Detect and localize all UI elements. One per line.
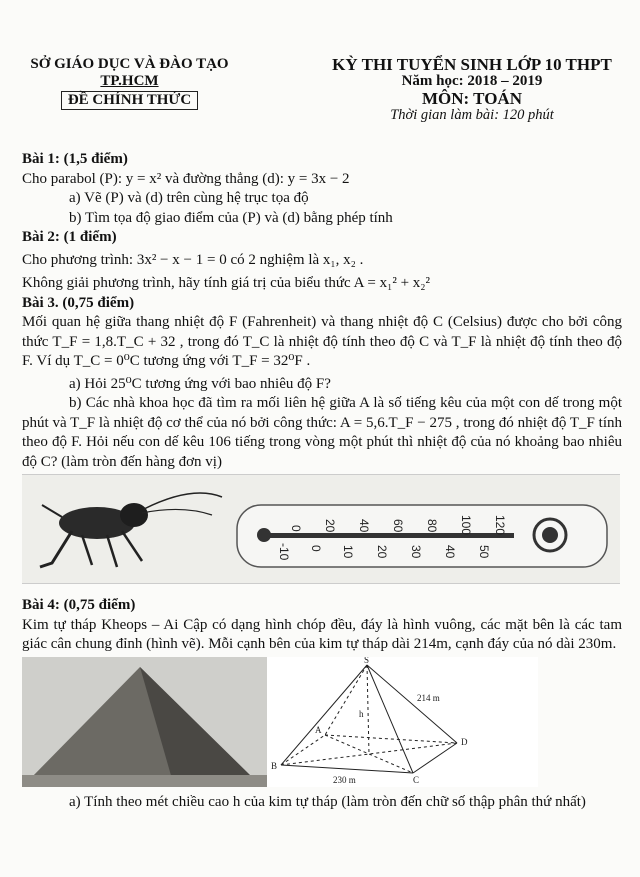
problem-4-title: Bài 4: (0,75 điểm) [22,597,136,613]
city-name: TP.HCM [100,73,159,89]
official-exam-badge: ĐỀ CHÍNH THỨC [61,91,198,110]
pyramid-figure [22,657,538,787]
subject: MÔN: TOÁN [422,89,522,108]
apex-label: S [364,656,370,665]
problem-2-text-1: Cho phương trình: 3x² − x − 1 = 0 có 2 nghiệm là x₁, x₂ . [22,251,364,268]
height-label: h [359,708,364,719]
pyramid-photo [22,657,267,787]
cricket-icon [40,493,222,567]
header-right [322,56,622,124]
time-limit: Thời gian làm bài: 120 phút [390,107,554,123]
base-edge-label: 230 m [333,774,356,785]
lateral-edge-label: 214 m [417,692,440,703]
cricket-thermometer-figure [22,475,620,583]
vertex-a-label: A [315,724,322,735]
problem-3-part-b: b) Các nhà khoa học đã tìm ra mối liên hệ giữa A là số tiếng kêu của một con dế trong một phút và T_F là nhiệt độ cơ thể của nó bởi công thức: A = 5,6.T_F − 275 , trong đó nhiệt độ T_F tính theo độ F. Hỏi nếu con dế kêu 106 tiếng trong vòng một phút thì nhiệt độ của nó khoảng bao nhiêu độ C? (làm tròn đến hàng đơn vị) [22,395,622,470]
cricket-thermometer-image [22,474,620,584]
fahrenheit-label-40: 40 [357,519,371,533]
vertex-c-label: C [413,774,420,785]
problem-1-part-a: a) Vẽ (P) và (d) trên cùng hệ trục tọa độ [69,190,309,206]
problem-2-title: Bài 2: (1 điểm) [22,229,117,245]
vertex-b-label: B [271,760,278,771]
celsius-label-20: 20 [375,545,389,559]
fahrenheit-label-120: 120 [493,515,507,536]
problem-1-title: Bài 1: (1,5 điểm) [22,151,128,167]
exam-content [22,150,622,812]
problem-4-text: Kim tự tháp Kheops – Ai Cập có dạng hình chóp đều, đáy là hình vuông, các mặt bên là các tam giác cân chung đỉnh (hình vẽ). Mỗi cạnh bên của kim tự tháp dài 214m, cạnh đáy của nó dài 230m. [22,616,622,652]
fahrenheit-label-0: 0 [289,525,303,532]
fahrenheit-label-20: 20 [323,519,337,533]
department-name: SỞ GIÁO DỤC VÀ ĐÀO TẠO [30,56,229,72]
problem-3-part-a: a) Hỏi 25⁰C tương ứng với bao nhiêu độ F? [69,375,331,392]
celsius-label-30: 30 [409,545,423,559]
fahrenheit-label-80: 80 [425,519,439,533]
problem-2-text-2: Không giải phương trình, hãy tính giá trị của biểu thức A = x₁² + x₂² [22,275,431,291]
pyramid-diagram [267,657,538,787]
header-left [22,56,237,110]
vertex-d-label: D [461,736,468,747]
celsius-label-50: 50 [477,545,491,559]
celsius-label-minus10: -10 [277,543,291,561]
fahrenheit-label-60: 60 [391,519,405,533]
celsius-label-0: 0 [309,545,323,552]
fahrenheit-label-100: 100 [459,515,473,536]
problem-3-text: Mối quan hệ giữa thang nhiệt độ F (Fahrenheit) và thang nhiệt độ C (Celsius) được cho bởi công thức T_F = 1,8.T_C + 32 , trong đó T_C là nhiệt độ tính theo độ C và T_F là nhiệt độ tính theo độ F. Ví dụ T_C = 0⁰C tương ứng với T_F = 32⁰F . [22,314,622,369]
problem-3-title: Bài 3. (0,75 điểm) [22,294,135,311]
school-year: Năm học: 2018 – 2019 [401,73,543,89]
exam-title: KỲ THI TUYỂN SINH LỚP 10 THPT [332,55,612,74]
problem-1-text: Cho parabol (P): y = x² và đường thẳng (d): y = 3x − 2 [22,170,350,187]
celsius-label-40: 40 [443,545,457,559]
celsius-label-10: 10 [341,545,355,559]
problem-1-part-b: b) Tìm tọa độ giao điểm của (P) và (d) bằng phép tính [69,209,393,226]
problem-4-part-a: a) Tính theo mét chiều cao h của kim tự tháp (làm tròn đến chữ số thập phân thứ nhất) [69,793,586,810]
